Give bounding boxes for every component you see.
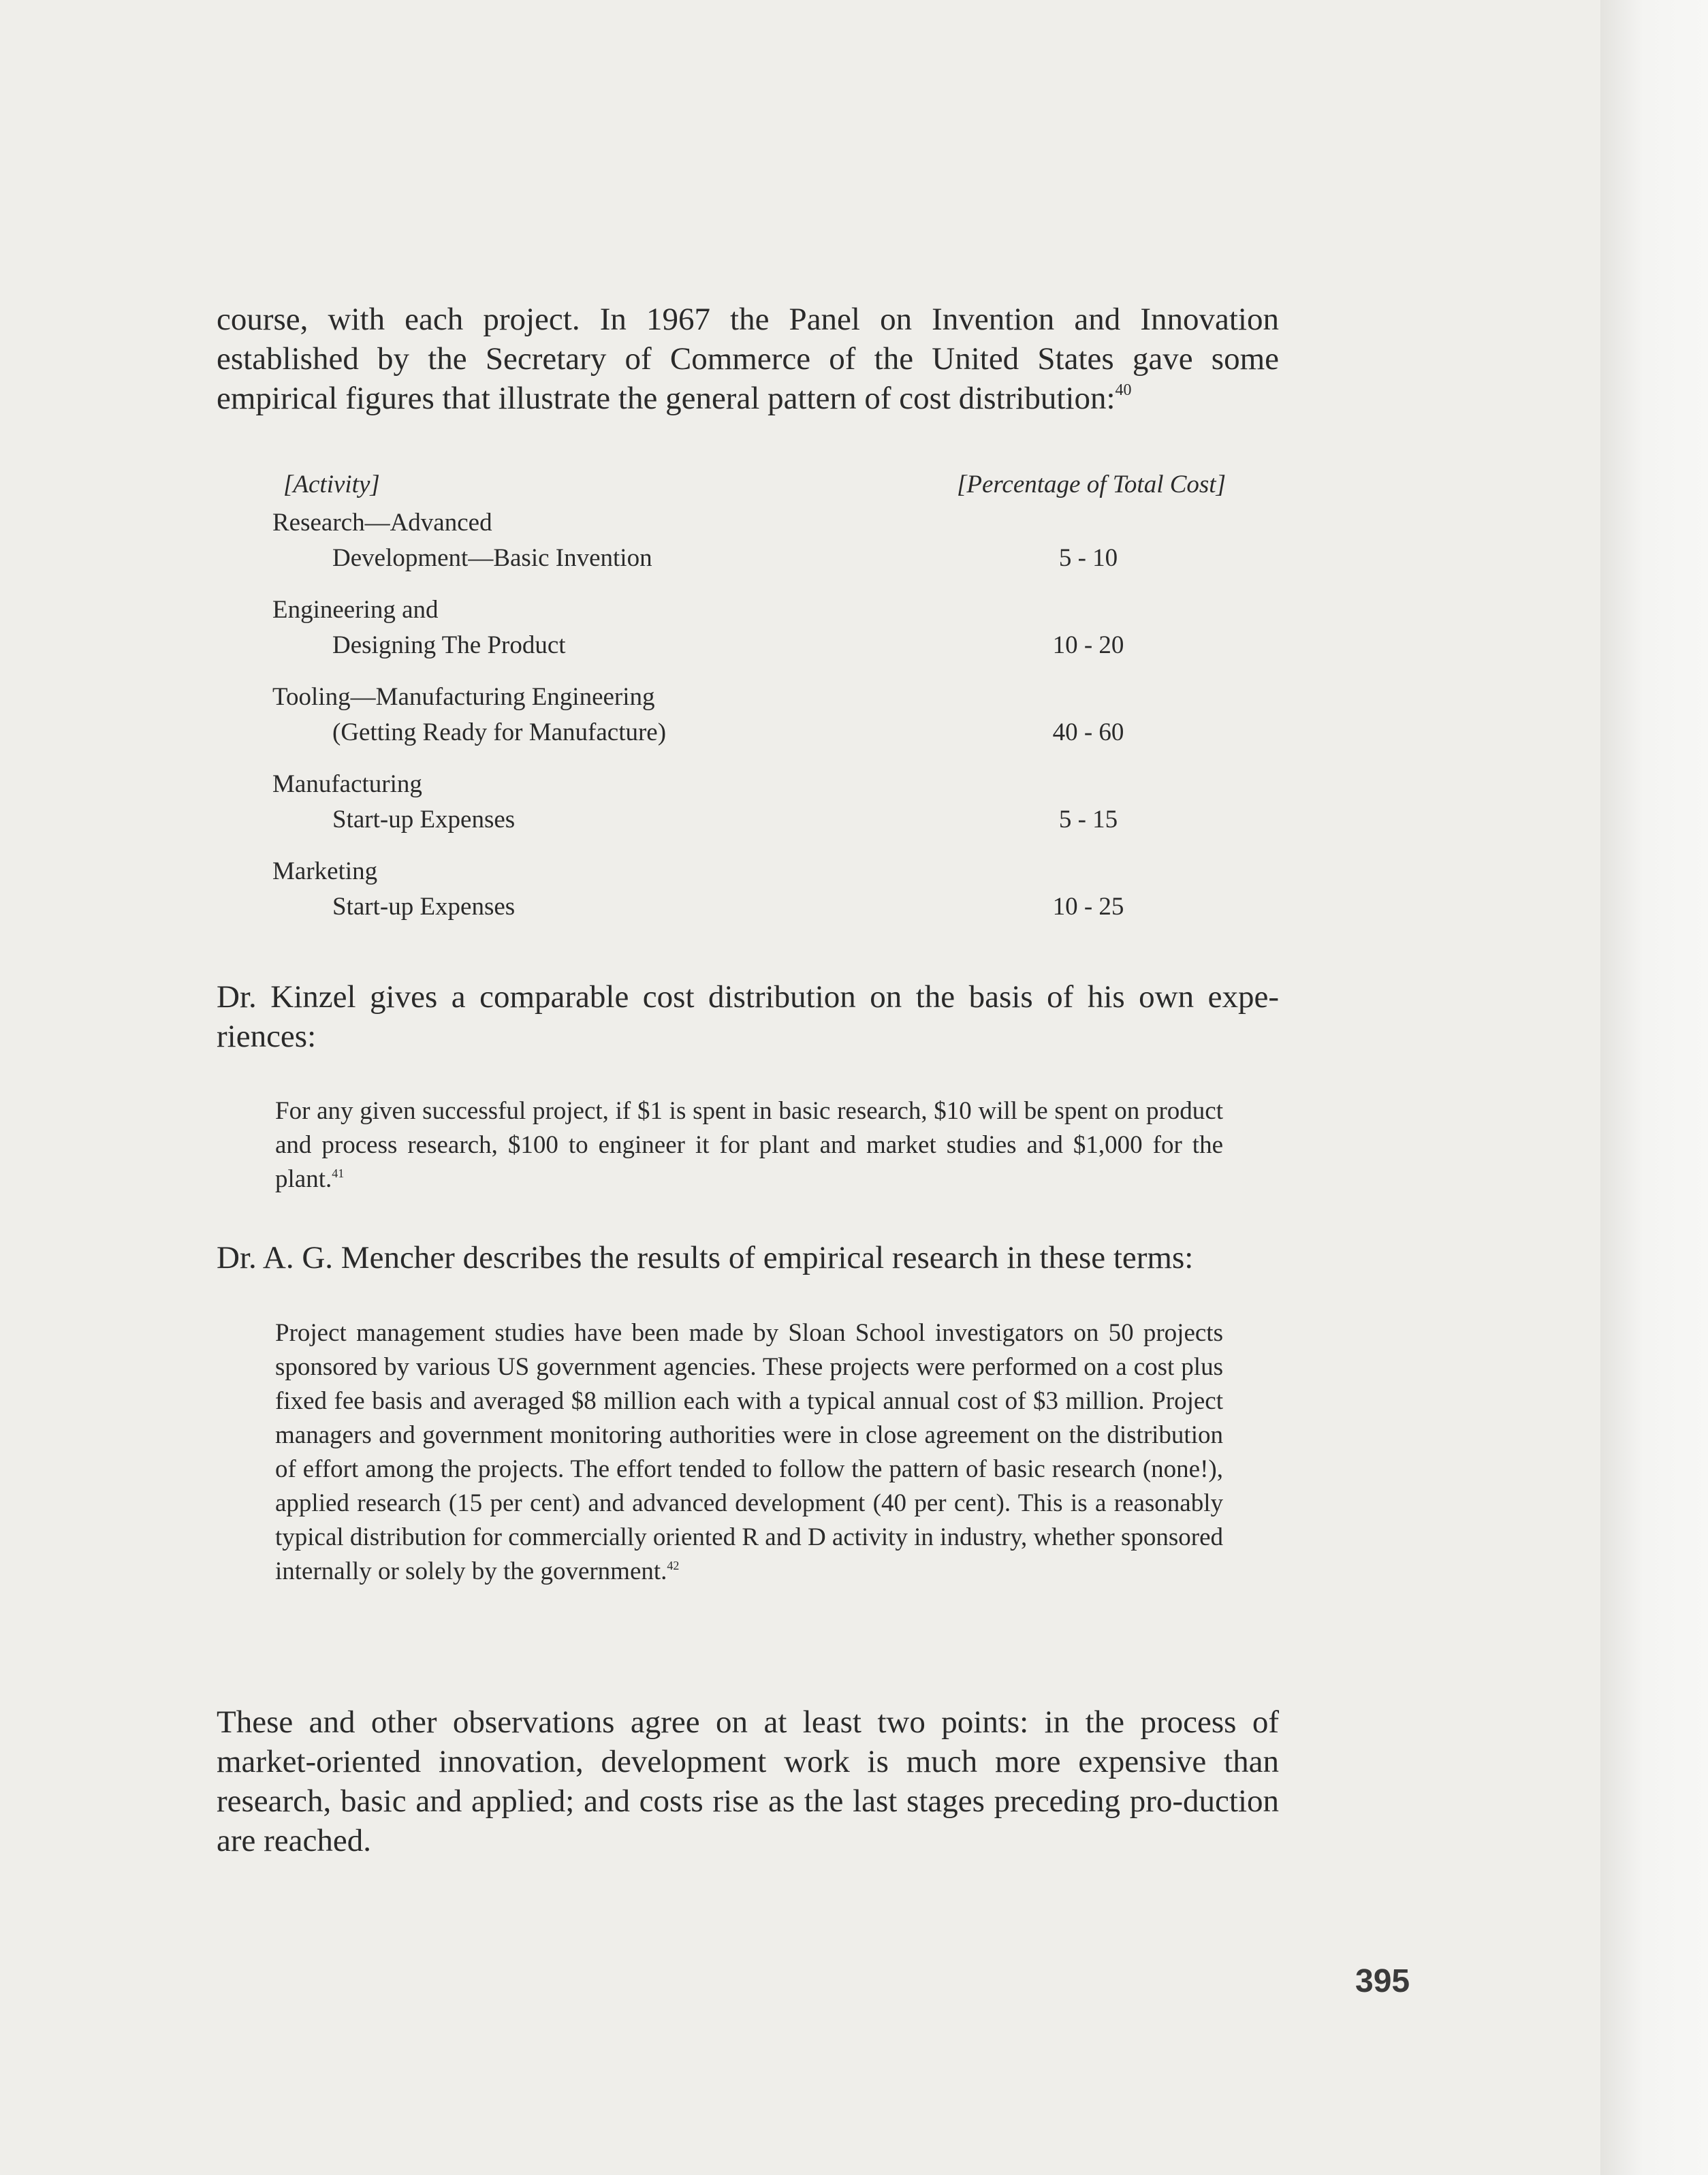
percentage-value: 40 - 60 [1052, 718, 1124, 746]
page-edge [1600, 0, 1708, 2175]
activity-line1: Engineering and [272, 596, 439, 624]
activity-line2: Start-up Expenses [332, 893, 516, 921]
activity-line1: Manufacturing [272, 770, 422, 798]
activity-line1: Marketing [272, 857, 378, 885]
footnote-ref-40: 40 [1115, 381, 1132, 399]
table-row [272, 682, 1226, 769]
quote-mencher [275, 1316, 1223, 1589]
percentage-value: 10 - 25 [1052, 893, 1124, 921]
paragraph-intro-text: course, with each project. In 1967 the Panel on Invention and Innovation established by the Secretary of Commerce of the United States gave some empirical figures that illustrate the general pattern of cost distribution: [217, 302, 1279, 416]
header-percentage: [Percentage of Total Cost] [956, 471, 1226, 498]
activity-line2: Development—Basic Invention [332, 544, 652, 572]
quote-kinzel [275, 1094, 1223, 1196]
activity-line2: (Getting Ready for Manufacture) [332, 718, 667, 746]
table-row [272, 769, 1226, 857]
table-row [272, 595, 1226, 682]
percentage-value: 5 - 10 [1058, 544, 1118, 572]
quote-mencher-text: Project management studies have been made by Sloan School investigators on 50 projects sponsored by various US government agencies. These projects were performed on a cost plus fixed fee basis and averaged $8 million each with a typical annual cost of $3 million. Project managers and government monitoring authorities were in close agreement on the distribution of effort among the projects. The effort tended to follow the pattern of basic research (none!), applied research (15 per cent) and advanced development (40 per cent). This is a reasonably typical distribution for commercially oriented R and D activity in industry, whether sponsored internally or solely by the government. [275, 1319, 1223, 1585]
table-header [272, 470, 1226, 508]
paragraph-mencher: Dr. A. G. Mencher describes the results of empirical research in these terms: [217, 1240, 1194, 1275]
activity-line2: Start-up Expenses [332, 806, 516, 834]
paragraph-intro [217, 300, 1279, 418]
quote-kinzel-text: For any given successful project, if $1 is spent in basic research, $10 will be spent on product and process research, $100 to engineer it for plant and market studies and $1,000 for the plant. [275, 1097, 1223, 1193]
paragraph-kinzel: Dr. Kinzel gives a comparable cost distribution on the basis of his own expe-riences: [217, 979, 1279, 1054]
percentage-value: 5 - 15 [1058, 806, 1118, 834]
activity-line1: Research—Advanced [272, 509, 492, 537]
percentage-value: 10 - 20 [1052, 631, 1124, 659]
paragraph-conclusion: These and other observations agree on at least two points: in the process of market-oriented innovation, development work is much more expensive than research, basic and applied; and costs rise as the last stages preceding pro-duction are reached. [217, 1704, 1279, 1858]
cost-distribution-table [272, 470, 1226, 944]
footnote-ref-42: 42 [667, 1559, 680, 1572]
page-number: 395 [1355, 1963, 1410, 1999]
table-row [272, 508, 1226, 595]
header-activity: [Activity] [283, 471, 380, 498]
footnote-ref-41: 41 [332, 1166, 345, 1180]
table-row [272, 857, 1226, 944]
activity-line2: Designing The Product [332, 631, 566, 659]
activity-line1: Tooling—Manufacturing Engineering [272, 683, 655, 711]
